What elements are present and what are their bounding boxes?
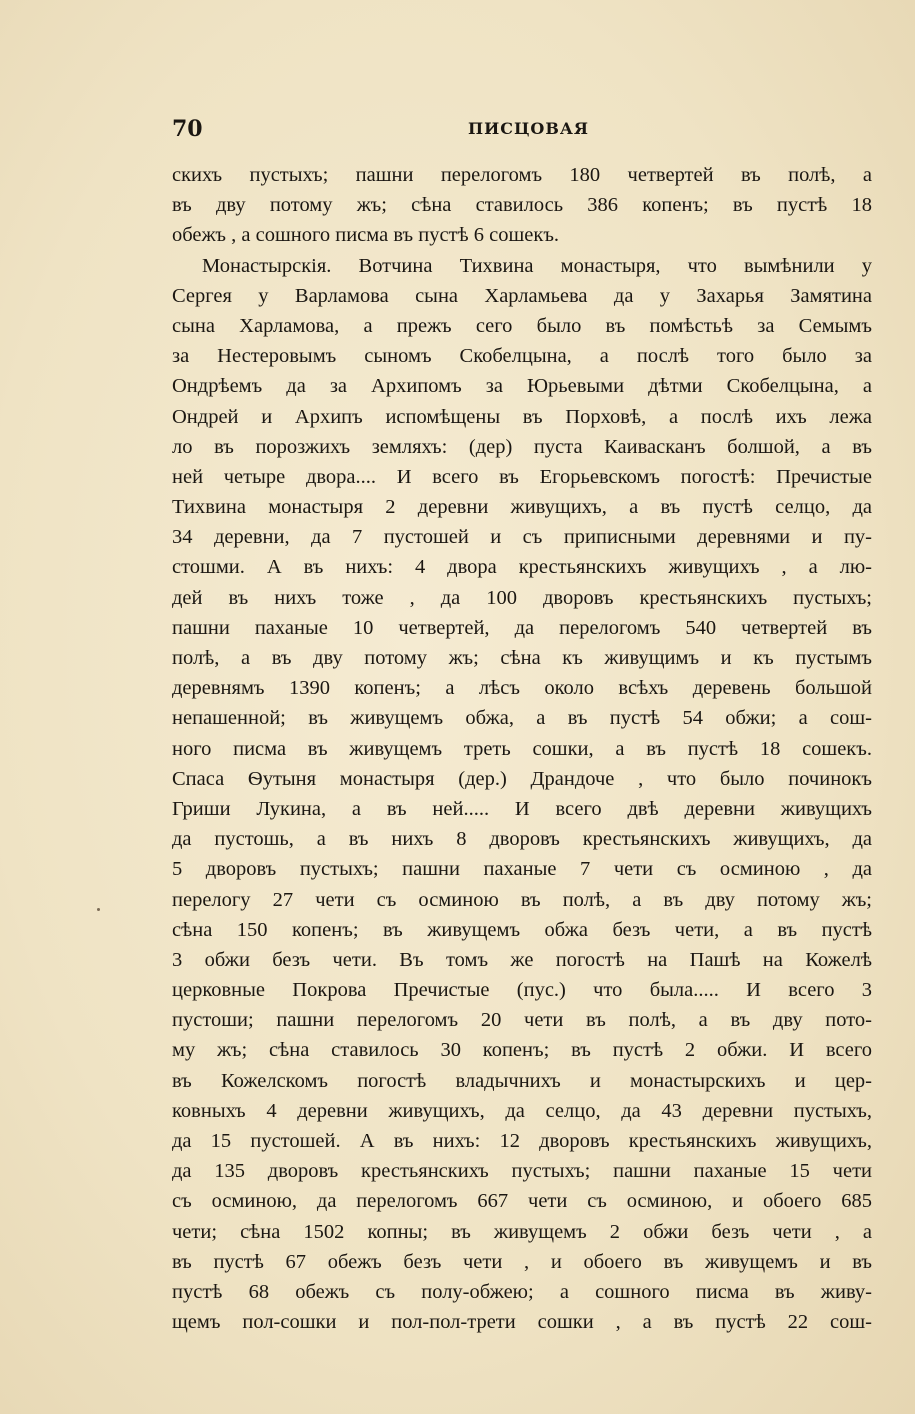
text-line: да 135 дворовъ крестьянскихъ пустыхъ; пашни паханые 15 чети (172, 1160, 872, 1183)
text-line: пашни паханые 10 четвертей, да перелогомъ 540 четвертей въ (172, 616, 872, 639)
text-line: чети; сѣна 1502 копны; въ живущемъ 2 обжи безъ чети , а (172, 1220, 872, 1243)
text-line: Гриши Лукина, а въ ней..... И всего двѣ деревни живущихъ (172, 797, 872, 820)
page-number: 70 (172, 116, 203, 142)
text-line: непашенной; въ живущемъ обжа, а въ пустѣ 54 обжи; а сош- (172, 707, 872, 730)
text-line: церковные Покрова Пречистые (пус.) что была..... И всего 3 (172, 979, 872, 1002)
text-line: перелогу 27 чети съ осминою въ полѣ, а въ дву потому жъ; (172, 888, 872, 911)
text-line: сына Харламова, а прежъ сего было въ помѣстьѣ за Семымъ (172, 314, 872, 337)
text-line: полѣ, а въ дву потому жъ; сѣна къ живущимъ и къ пустымъ (172, 647, 872, 669)
text-line: 5 дворовъ пустыхъ; пашни паханые 7 чети съ осминою , да (172, 858, 872, 881)
page-header (172, 116, 872, 142)
text-line: 34 деревни, да 7 пустошей и съ приписными деревнями и пу- (172, 526, 872, 549)
text-line: пустоши; пашни перелогомъ 20 чети въ полѣ, а въ дву пото- (172, 1009, 872, 1032)
running-head: ПИСЦОВАЯ (468, 119, 590, 138)
paper-speck (97, 908, 100, 911)
text-line: въ Кожелскомъ погостѣ владычнихъ и монастырскихъ и цер- (172, 1069, 872, 1092)
text-line: Сергея у Варламова сына Харламьева да у Захарья Замятина (172, 284, 872, 307)
text-line: ней четыре двора.... И всего въ Егорьевскомъ погостѣ: Пречистые (172, 465, 872, 488)
text-line: ного писма въ живущемъ треть сошки, а въ пустѣ 18 сошекъ. (172, 737, 872, 760)
text-line: да 15 пустошей. А въ нихъ: 12 дворовъ крестьянскихъ живущихъ, (172, 1130, 872, 1152)
text-line: стошми. А въ нихъ: 4 двора крестьянскихъ живущихъ , а лю- (172, 556, 872, 579)
text-line: сѣна 150 копенъ; въ живущемъ обжа безъ чети, а въ пустѣ (172, 918, 872, 941)
text-line: да пустошь, а въ нихъ 8 дворовъ крестьянскихъ живущихъ, да (172, 828, 872, 851)
text-line: ло въ порозжихъ земляхъ: (дер) пуста Каивасканъ болшой, а въ (172, 435, 872, 458)
text-line: дей въ нихъ тоже , да 100 дворовъ крестьянскихъ пустыхъ; (172, 586, 872, 609)
text-line: въ пустѣ 67 обежъ безъ чети , и обоего въ живущемъ и въ (172, 1250, 872, 1273)
text-line: деревнямъ 1390 копенъ; а лѣсъ около всѣхъ деревень большой (172, 677, 872, 700)
text-line: пустѣ 68 обежъ съ полу-обжею; а сошного писма въ живу- (172, 1280, 872, 1303)
text-line: щемъ пол-сошки и пол-пол-трети сошки , а въ пустѣ 22 сош- (172, 1311, 872, 1334)
text-line: Спаса Ѳутыня монастыря (дер.) Драндоче , что было починокъ (172, 767, 872, 790)
text-line: Ондрѣемъ да за Архипомъ за Юрьевыми дѣтми Скобелцына, а (172, 375, 872, 398)
text-line: обежъ , а сошного писма въ пустѣ 6 сошекъ. (172, 224, 560, 247)
text-line: ковныхъ 4 деревни живущихъ, да селцо, да 43 деревни пустыхъ, (172, 1099, 872, 1122)
text-line: Ондрей и Архипъ испомѣщены въ Порховѣ, а послѣ ихъ лежа (172, 405, 872, 428)
text-line: съ осминою, да перелогомъ 667 чети съ осминою, и обоего 685 (172, 1190, 872, 1213)
text-line: за Нестеровымъ сыномъ Скобелцына, а послѣ того было за (172, 345, 872, 368)
text-line: 3 обжи безъ чети. Въ томъ же погостѣ на Пашѣ на Кожелѣ (172, 948, 872, 971)
text-line: въ дву потому жъ; сѣна ставилось 386 копенъ; въ пустѣ 18 (172, 194, 872, 217)
text-line: му жъ; сѣна ставилось 30 копенъ; въ пустѣ 2 обжи. И всего (172, 1039, 872, 1062)
text-line: Монастырскія. Вотчина Тихвина монастыря, что вымѣнили у (202, 254, 872, 277)
text-line: скихъ пустыхъ; пашни перелогомъ 180 четвертей въ полѣ, а (172, 164, 872, 186)
text-line: Тихвина монастыря 2 деревни живущихъ, а въ пустѣ селцо, да (172, 496, 872, 519)
body-text (172, 160, 872, 1337)
